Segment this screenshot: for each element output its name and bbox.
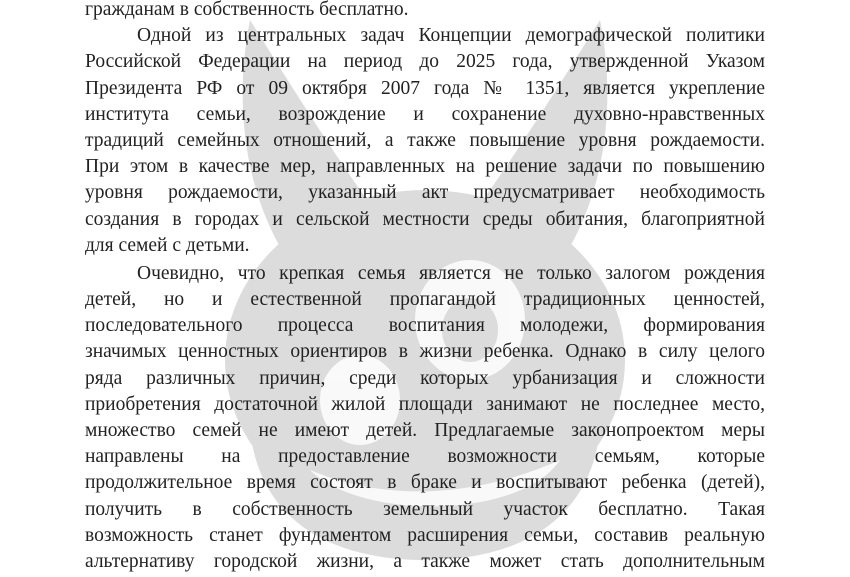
text-line: приобретения достаточной жилой площади занимают не последнее место, bbox=[85, 393, 765, 415]
text-line: возможность станет фундаментом расширения семьи, составив реальную bbox=[85, 524, 765, 546]
text-line: направлены на предоставление возможности семьям, которые bbox=[85, 446, 765, 468]
text-line: альтернативу городской жизни, а также может стать дополнительным bbox=[85, 550, 765, 572]
text-line: При этом в качестве мер, направленных на решение задачи по повышению bbox=[85, 156, 765, 178]
text-line: уровня рождаемости, указанный акт предусматривает необходимость bbox=[85, 182, 765, 204]
text-line: множество семей не имеют детей. Предлагаемые законопроектом меры bbox=[85, 420, 765, 441]
text-line: продолжительное время состоят в браке и воспитывают ребенка (детей), bbox=[85, 472, 765, 494]
paragraph bbox=[85, 261, 765, 577]
text-line: последовательного процесса воспитания молодежи, формирования bbox=[85, 315, 765, 337]
text-line: традиций семейных отношений, а также повышение уровня рождаемости. bbox=[85, 129, 765, 151]
text-line: Президента РФ от 09 октября 2007 года № 1351, является укрепление bbox=[85, 77, 765, 99]
text-line: получить в собственность земельный участок бесплатно. Такая bbox=[85, 498, 765, 520]
text-line: института семьи, возрождение и сохранение духовно-нравственных bbox=[85, 103, 765, 125]
text-line: создания в городах и сельской местности среды обитания, благоприятной bbox=[85, 208, 765, 230]
text-line: детей, но и естественной пропагандой традиционных ценностей, bbox=[85, 289, 765, 311]
text-line: Одной из центральных задач Концепции демографической политики bbox=[137, 25, 765, 47]
text-line: Российской Федерации на период до 2025 года, утвержденной Указом bbox=[85, 51, 765, 73]
document-page bbox=[85, 0, 765, 577]
paragraph bbox=[85, 0, 765, 23]
paragraph bbox=[85, 23, 765, 261]
text-line: Очевидно, что крепкая семья является не только залогом рождения bbox=[137, 262, 765, 284]
text-line: для семей с детьми. bbox=[85, 234, 250, 256]
text-line: гражданам в собственность бесплатно. bbox=[85, 0, 409, 20]
text-line: ряда различных причин, среди которых урбанизация и сложности bbox=[85, 367, 765, 389]
text-line: значимых ценностных ориентиров в жизни ребенка. Однако в силу целого bbox=[85, 341, 765, 363]
